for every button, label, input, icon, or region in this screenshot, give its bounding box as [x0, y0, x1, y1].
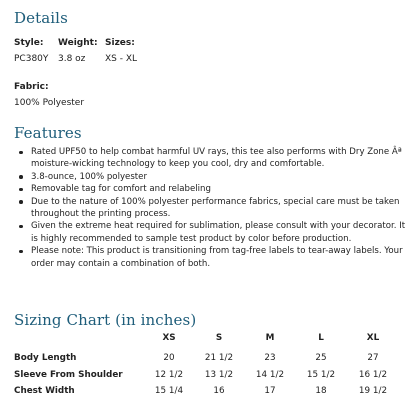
row-label: Body Length	[14, 353, 77, 363]
style-value: PC380Y	[14, 54, 49, 64]
table-cell: 16	[213, 386, 225, 396]
details-heading: Details	[14, 9, 68, 27]
table-cell: 19 1/2	[358, 386, 388, 396]
weight-value: 3.8 oz	[58, 54, 86, 64]
column-header: XS	[162, 333, 176, 343]
style-label: Style:	[14, 38, 44, 48]
table-cell: 20	[163, 353, 175, 363]
table-cell: 23	[264, 353, 276, 363]
fabric-label: Fabric:	[14, 82, 49, 92]
table-cell: 17	[264, 386, 276, 396]
sizing-chart-heading: Sizing Chart (in inches)	[14, 311, 197, 329]
sizing-table-header	[0, 333, 416, 350]
table-row	[0, 370, 416, 387]
column-header: S	[215, 333, 223, 343]
table-cell: 21 1/2	[204, 353, 234, 363]
row-label: Chest Width	[14, 386, 75, 396]
spec-style	[14, 37, 48, 65]
table-cell: 14 1/2	[255, 370, 285, 380]
table-cell: 25	[315, 353, 327, 363]
features-heading: Features	[14, 124, 82, 142]
table-cell: 27	[367, 353, 379, 363]
table-row	[0, 353, 416, 370]
features-list	[14, 146, 410, 270]
row-label: Sleeve From Shoulder	[14, 370, 123, 380]
list-item: Due to the nature of 100% polyester performance fabrics, special care must be taken throughout the printing process.	[14, 196, 410, 221]
table-cell: 18	[315, 386, 327, 396]
table-cell: 12 1/2	[154, 370, 184, 380]
list-item: Please note: This product is transitioning from tag-free labels to tear-away labels. Your order may contain a combination of both.	[14, 245, 410, 270]
spec-sizes	[105, 37, 137, 65]
sizes-value: XS - XL	[105, 54, 138, 64]
column-header: L	[318, 333, 324, 343]
sizes-label: Sizes:	[105, 38, 135, 48]
spec-fabric	[14, 81, 84, 109]
table-cell: 16 1/2	[358, 370, 388, 380]
list-item: Given the extreme heat required for sublimation, please consult with your decorator. It is highly recommended to sample test product by color before production.	[14, 220, 410, 245]
table-row	[0, 386, 416, 400]
table-cell: 15 1/4	[154, 386, 184, 396]
column-header: XL	[366, 333, 380, 343]
fabric-value: 100% Polyester	[14, 98, 85, 108]
weight-label: Weight:	[58, 38, 98, 48]
list-item: 3.8-ounce, 100% polyester	[14, 171, 410, 183]
spec-weight	[58, 37, 98, 65]
table-cell: 15 1/2	[306, 370, 336, 380]
table-cell: 13 1/2	[204, 370, 234, 380]
list-item: Rated UPF50 to help combat harmful UV rays, this tee also performs with Dry Zone Âª moisture-wicking technology to keep you cool, dry and comfortable.	[14, 146, 410, 171]
list-item: Removable tag for comfort and relabeling	[14, 183, 410, 195]
column-header: M	[265, 333, 275, 343]
